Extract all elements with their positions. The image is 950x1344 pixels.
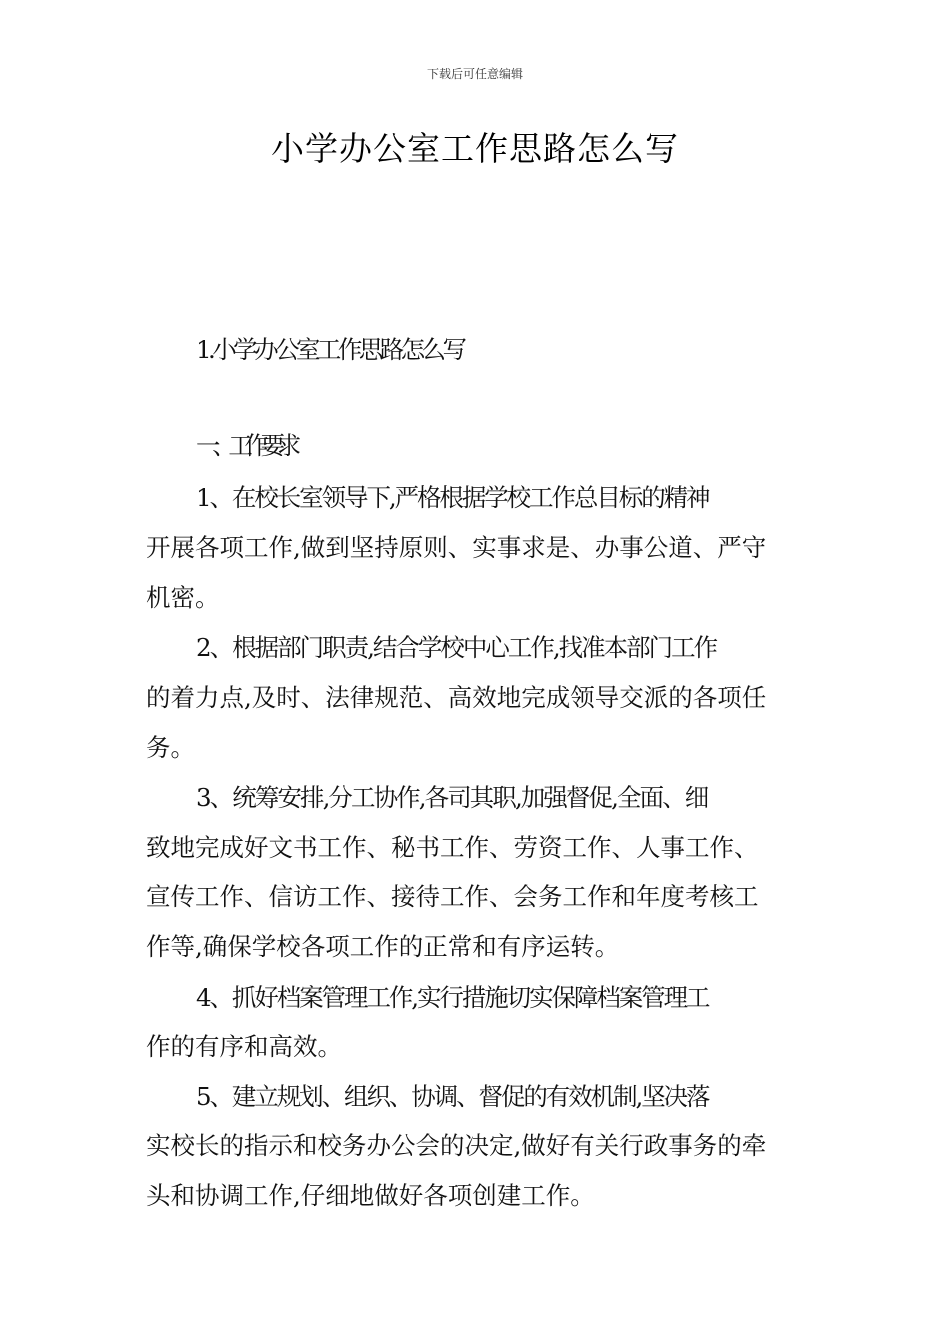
paragraph-line: 的着力点,及时、法律规范、高效地完成领导交派的各项任 xyxy=(146,683,767,712)
paragraph-line: 头和协调工作,仔细地做好各项创建工作。 xyxy=(146,1181,595,1210)
page-header-note: 下载后可任意编辑 xyxy=(426,67,523,81)
subtitle: 1.小学办公室工作思路怎么写 xyxy=(196,335,464,364)
paragraph-line: 务。 xyxy=(146,733,195,762)
paragraph-line: 实校长的指示和校务办公会的决定,做好有关行政事务的牵 xyxy=(146,1131,767,1160)
paragraph-line: 1、在校长室领导下,严格根据学校工作总目标的精神 xyxy=(196,483,709,512)
paragraph-line: 机密。 xyxy=(146,583,220,612)
paragraph-line: 5、建立规划、组织、协调、督促的有效机制,坚决落 xyxy=(196,1082,709,1111)
paragraph-line: 宣传工作、信访工作、接待工作、会务工作和年度考核工 xyxy=(146,882,759,911)
document-title: 小学办公室工作思路怎么写 xyxy=(271,129,679,168)
paragraph-line: 2、根据部门职责,结合学校中心工作,找准本部门工作 xyxy=(196,633,717,662)
section-heading: 一、工作要求 xyxy=(196,431,294,460)
paragraph-line: 3、统筹安排,分工协作,各司其职,加强督促,全面、细 xyxy=(196,783,708,812)
paragraph-line: 作等,确保学校各项工作的正常和有序运转。 xyxy=(146,932,620,961)
paragraph-line: 致地完成好文书工作、秘书工作、劳资工作、人事工作、 xyxy=(146,833,759,862)
paragraph-line: 4、抓好档案管理工作,实行措施切实保障档案管理工 xyxy=(196,983,709,1012)
paragraph-line: 开展各项工作,做到坚持原则、实事求是、办事公道、严守 xyxy=(146,533,767,562)
paragraph-line: 作的有序和高效。 xyxy=(146,1032,342,1061)
